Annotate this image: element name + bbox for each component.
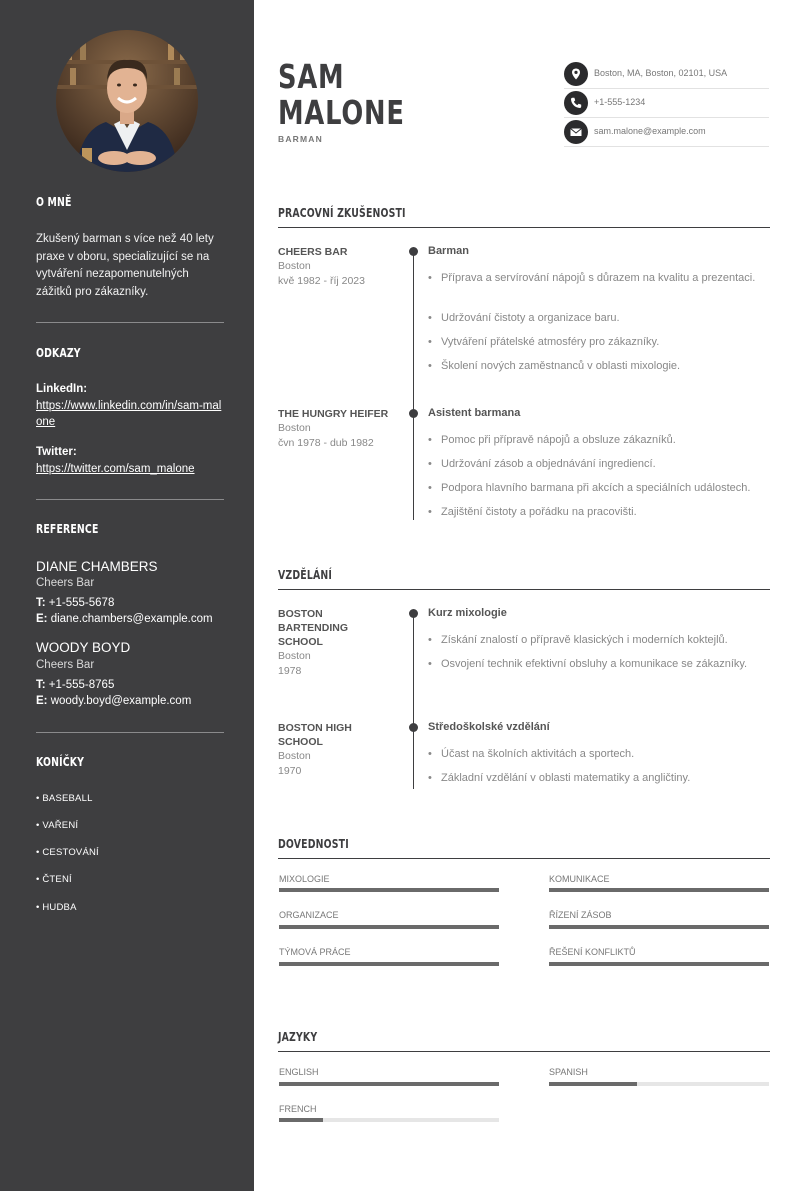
bullet-item: • Účast na školních aktivitách a sportech. bbox=[428, 746, 770, 762]
contact-phone-row bbox=[564, 89, 769, 118]
hobby-item: • HUDBA bbox=[36, 902, 77, 913]
language-name: SPANISH bbox=[549, 1067, 588, 1077]
school-name: BOSTON HIGH SCHOOL bbox=[278, 722, 352, 748]
employer-city: Boston bbox=[278, 422, 311, 434]
timeline-line bbox=[413, 613, 414, 789]
skill-name: MIXOLOGIE bbox=[279, 874, 330, 884]
section-rule bbox=[278, 1051, 770, 1052]
hobby-item: • BASEBALL bbox=[36, 793, 93, 804]
school-city: Boston bbox=[278, 650, 311, 662]
twitter-link[interactable]: https://twitter.com/sam_malone bbox=[36, 463, 195, 475]
experience-heading: PRACOVNÍ ZKUŠENOSTI bbox=[278, 206, 406, 220]
first-name: SAM bbox=[278, 57, 345, 96]
timeline-dot bbox=[409, 609, 418, 618]
bullet-item: • Školení nových zaměstnanců v oblasti mixologie. bbox=[428, 358, 770, 374]
reference-company: Cheers Bar bbox=[36, 659, 95, 671]
skill-bar bbox=[549, 925, 769, 929]
references-heading: REFERENCE bbox=[36, 522, 99, 536]
hobby-item: • CESTOVÁNÍ bbox=[36, 847, 99, 858]
employer-name: CHEERS BAR bbox=[278, 246, 348, 258]
email-icon bbox=[564, 120, 588, 144]
bullet-item: • Pomoc při přípravě nápojů a obsluze zákazníků. bbox=[428, 432, 770, 448]
language-bar bbox=[279, 1118, 499, 1122]
employment-dates: čvn 1978 - dub 1982 bbox=[278, 437, 374, 449]
job-title: BARMAN bbox=[278, 134, 323, 144]
about-text: Zkušený barman s více než 40 lety praxe v oboru, specializující se na vytváření nezapomenutelných zážitků pro zákazníky. bbox=[36, 233, 214, 298]
employer-name: THE HUNGRY HEIFER bbox=[278, 408, 389, 420]
bullet-item: • Získání znalostí o přípravě klasických i moderních koktejlů. bbox=[428, 632, 770, 648]
hobbies-heading: KONÍČKY bbox=[36, 755, 85, 769]
language-bar bbox=[549, 1082, 769, 1086]
hobby-item: • VAŘENÍ bbox=[36, 820, 79, 831]
skill-name: ŘEŠENÍ KONFLIKTŮ bbox=[549, 947, 636, 957]
skill-bar-fill bbox=[549, 888, 769, 892]
bullet-item: • Vytváření přátelské atmosféry pro zákazníky. bbox=[428, 334, 770, 350]
school-city: Boston bbox=[278, 750, 311, 762]
employment-dates: kvě 1982 - říj 2023 bbox=[278, 275, 365, 287]
reference-email: E: woody.boyd@example.com bbox=[36, 695, 192, 707]
contact-email: sam.malone@example.com bbox=[594, 126, 706, 136]
bullet-item: • Podpora hlavního barmana při akcích a speciálních událostech. bbox=[428, 480, 770, 496]
skill-bar-fill bbox=[279, 962, 499, 966]
timeline-dot bbox=[409, 409, 418, 418]
role-title: Asistent barmana bbox=[428, 407, 521, 419]
role-title: Barman bbox=[428, 245, 469, 257]
section-rule bbox=[278, 589, 770, 590]
language-bar bbox=[279, 1082, 499, 1086]
school-year: 1970 bbox=[278, 765, 302, 777]
section-rule bbox=[278, 227, 770, 228]
phone-icon bbox=[564, 91, 588, 115]
bullet-item: • Zajištění čistoty a pořádku na pracovišti. bbox=[428, 504, 770, 520]
about-heading: O MNĚ bbox=[36, 195, 72, 209]
bullet-item: • Osvojení technik efektivní obsluhy a komunikace se zákazníky. bbox=[428, 656, 770, 672]
bullet-item: • Příprava a servírování nápojů s důrazem na kvalitu a prezentaci. bbox=[428, 270, 770, 286]
contact-email-row bbox=[564, 118, 769, 147]
language-bar-fill bbox=[549, 1082, 637, 1086]
skill-bar bbox=[279, 888, 499, 892]
timeline-dot bbox=[409, 723, 418, 732]
linkedin-link[interactable]: https://www.linkedin.com/in/sam-malone bbox=[36, 400, 222, 428]
skill-name: ORGANIZACE bbox=[279, 910, 339, 920]
bullet-item: • Udržování zásob a objednávání ingrediencí. bbox=[428, 456, 770, 472]
language-bar-fill bbox=[279, 1082, 499, 1086]
skill-bar bbox=[549, 962, 769, 966]
skill-bar bbox=[279, 962, 499, 966]
reference-name: WOODY BOYD bbox=[36, 640, 131, 655]
reference-phone: T: +1-555-5678 bbox=[36, 597, 115, 609]
sidebar bbox=[0, 0, 254, 1191]
skill-bar bbox=[549, 888, 769, 892]
divider bbox=[36, 322, 224, 323]
skill-bar-fill bbox=[279, 888, 499, 892]
course-title: Středoškolské vzdělání bbox=[428, 721, 550, 733]
profile-photo bbox=[56, 30, 198, 172]
location-icon bbox=[564, 62, 588, 86]
employer-city: Boston bbox=[278, 260, 311, 272]
skill-bar-fill bbox=[549, 962, 769, 966]
school-name: BOSTON BARTENDING SCHOOL bbox=[278, 608, 348, 648]
contact-phone: +1-555-1234 bbox=[594, 97, 646, 107]
contact-address-row bbox=[564, 60, 769, 89]
skill-bar bbox=[279, 925, 499, 929]
divider bbox=[36, 732, 224, 733]
skill-name: ŘÍZENÍ ZÁSOB bbox=[549, 910, 612, 920]
skill-name: TÝMOVÁ PRÁCE bbox=[279, 947, 351, 957]
reference-phone: T: +1-555-8765 bbox=[36, 679, 115, 691]
reference-company: Cheers Bar bbox=[36, 577, 95, 589]
bullet-item: • Udržování čistoty a organizace baru. bbox=[428, 310, 770, 326]
links-heading: ODKAZY bbox=[36, 346, 81, 360]
skills-heading: DOVEDNOSTI bbox=[278, 837, 349, 851]
course-title: Kurz mixologie bbox=[428, 607, 507, 619]
education-heading: VZDĚLÁNÍ bbox=[278, 568, 332, 582]
language-bar-fill bbox=[279, 1118, 323, 1122]
divider bbox=[36, 499, 224, 500]
skill-bar-fill bbox=[549, 925, 769, 929]
language-name: ENGLISH bbox=[279, 1067, 319, 1077]
hobby-item: • ČTENÍ bbox=[36, 874, 72, 885]
bullet-item: • Základní vzdělání v oblasti matematiky a angličtiny. bbox=[428, 770, 770, 786]
contact-address: Boston, MA, Boston, 02101, USA bbox=[594, 68, 728, 78]
skill-bar-fill bbox=[279, 925, 499, 929]
last-name: MALONE bbox=[278, 93, 405, 132]
section-rule bbox=[278, 858, 770, 859]
linkedin-label: LinkedIn: bbox=[36, 383, 88, 395]
reference-email: E: diane.chambers@example.com bbox=[36, 613, 213, 625]
timeline-line bbox=[413, 251, 414, 520]
timeline-dot bbox=[409, 247, 418, 256]
twitter-label: Twitter: bbox=[36, 446, 77, 458]
school-year: 1978 bbox=[278, 665, 302, 677]
skill-name: KOMUNIKACE bbox=[549, 874, 610, 884]
reference-name: DIANE CHAMBERS bbox=[36, 559, 158, 574]
languages-heading: JAZYKY bbox=[278, 1030, 318, 1044]
language-name: FRENCH bbox=[279, 1104, 317, 1114]
